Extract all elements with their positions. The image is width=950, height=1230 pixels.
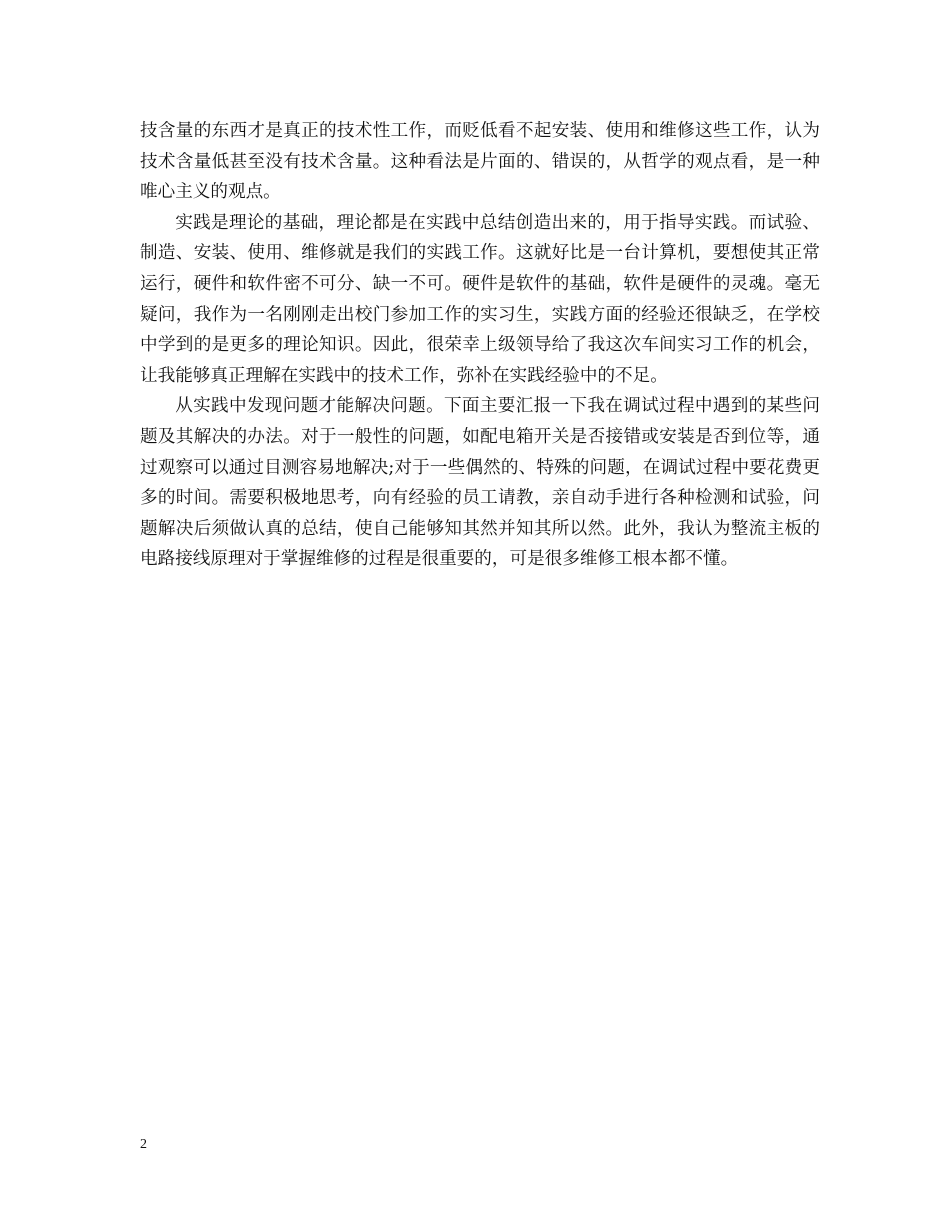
paragraph-1: 技含量的东西才是真正的技术性工作，而贬低看不起安装、使用和维修这些工作，认为技术含量低甚至没有技术含量。这种看法是片面的、错误的，从哲学的观点看，是一种唯心主义的观点。 — [140, 121, 820, 203]
page-number: 2 — [140, 1137, 147, 1152]
paragraph-3: 从实践中发现问题才能解决问题。下面主要汇报一下我在调试过程中遇到的某些问题及其解决的办法。对于一般性的问题，如配电箱开关是否接错或安装是否到位等，通过观察可以通过目测容易地解决;对于一些偶然的、特殊的问题，在调试过程中要花费更多的时间。需要积极地思考，向有经验的员工请教，亲自动手进行各种检测和试验，问题解决后须做认真的总结，使自己能够知其然并知其所以然。此外，我认为整流主板的电路接线原理对于掌握维修的过程是很重要的，可是很多维修工根本都不懂。 — [140, 396, 820, 570]
paragraph-2: 实践是理论的基础，理论都是在实践中总结创造出来的，用于指导实践。而试验、制造、安装、使用、维修就是我们的实践工作。这就好比是一台计算机，要想使其正常运行，硬件和软件密不可分、缺一不可。硬件是软件的基础，软件是硬件的灵魂。毫无疑问，我作为一名刚刚走出校门参加工作的实习生，实践方面的经验还很缺乏，在学校中学到的是更多的理论知识。因此，很荣幸上级领导给了我这次车间实习工作的机会，让我能够真正理解在实践中的技术工作，弥补在实践经验中的不足。 — [140, 212, 820, 386]
body-text — [140, 116, 820, 575]
